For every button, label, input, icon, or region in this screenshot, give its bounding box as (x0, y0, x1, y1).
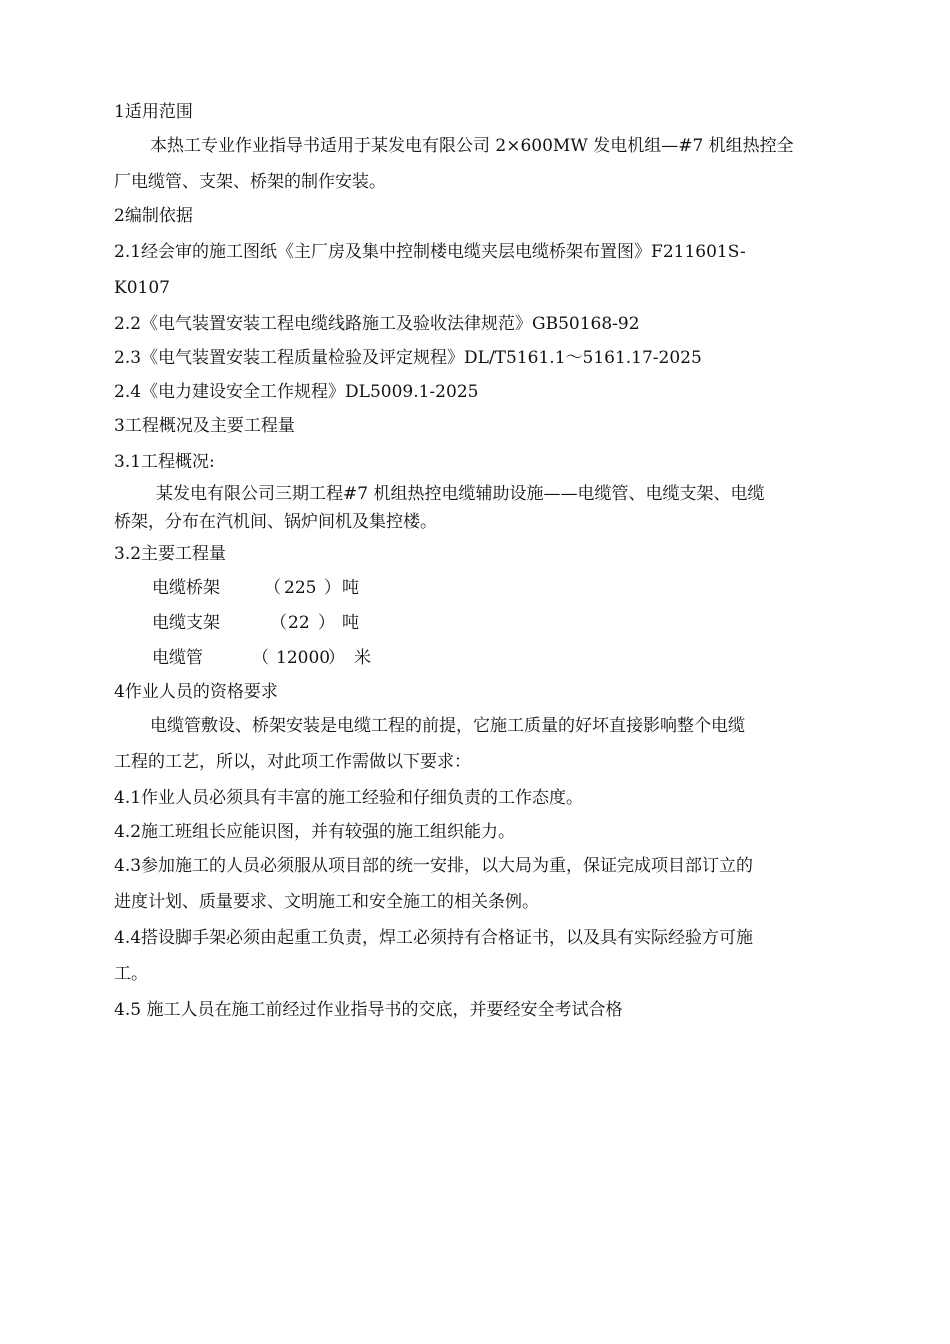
quantity-open-paren: （ (264, 578, 281, 598)
section-1-paragraph-line-2: 厂电缆管、支架、桥架的制作安装。 (114, 172, 386, 192)
quantity-open-paren: （ (252, 648, 269, 668)
quantity-close-paren: ） (318, 613, 335, 633)
item-2-4: 2.4《电力建设安全工作规程》DL5009.1-2025 (114, 382, 479, 402)
item-2-2: 2.2《电气装置安装工程电缆线路施工及验收法律规范》GB50168-92 (114, 314, 640, 334)
quantity-unit: 米 (354, 648, 371, 668)
quantity-name: 电缆桥架 (152, 578, 220, 598)
quantity-name: 电缆管 (152, 648, 203, 668)
item-2-1-line-1: 2.1经会审的施工图纸《主厂房及集中控制楼电缆夹层电缆桥架布置图》F211601S- (114, 242, 746, 262)
item-3-1-title: 3.1工程概况: (114, 452, 215, 472)
item-2-1-line-2: K0107 (114, 278, 170, 298)
quantity-unit: 吨 (342, 613, 359, 633)
item-3-1-paragraph-line-1: 某发电有限公司三期工程#7 机组热控电缆辅助设施——电缆管、电缆支架、电缆 (156, 484, 765, 504)
section-2-title: 2编制依据 (114, 206, 193, 226)
item-4-1: 4.1作业人员必须具有丰富的施工经验和仔细负责的工作态度。 (114, 788, 584, 808)
quantity-close-paren: ） (328, 648, 345, 668)
item-2-3: 2.3《电气装置安装工程质量检验及评定规程》DL/T5161.1～5161.17-2025 (114, 348, 702, 368)
item-4-3-line-2: 进度计划、质量要求、文明施工和安全施工的相关条例。 (114, 892, 539, 912)
item-4-5: 4.5 施工人员在施工前经过作业指导书的交底，并要经安全考试合格 (114, 1000, 623, 1020)
quantity-value: 12000 (276, 648, 331, 668)
item-3-2-title: 3.2主要工程量 (114, 544, 227, 564)
quantity-open-paren: （ (270, 613, 287, 633)
quantity-unit: 吨 (342, 578, 359, 598)
item-4-4-line-1: 4.4搭设脚手架必须由起重工负责，焊工必须持有合格证书，以及具有实际经验方可施 (114, 928, 754, 948)
item-4-2: 4.2施工班组长应能识图，并有较强的施工组织能力。 (114, 822, 516, 842)
section-4-title: 4作业人员的资格要求 (114, 682, 278, 702)
quantity-value: 225 (284, 578, 317, 598)
quantity-close-paren: ） (324, 578, 341, 598)
item-4-4-line-2: 工。 (114, 964, 148, 984)
item-4-3-line-1: 4.3参加施工的人员必须服从项目部的统一安排，以大局为重，保证完成项目部订立的 (114, 856, 754, 876)
quantity-name: 电缆支架 (152, 613, 220, 633)
quantity-value: 22 (288, 613, 310, 633)
item-3-1-paragraph-line-2: 桥架，分布在汽机间、锅炉间机及集控楼。 (114, 512, 437, 532)
section-1-paragraph-line-1: 本热工专业作业指导书适用于某发电有限公司 2×600MW 发电机组—#7 机组热控全 (150, 136, 794, 156)
section-4-paragraph-line-1: 电缆管敷设、桥架安装是电缆工程的前提，它施工质量的好坏直接影响整个电缆 (150, 716, 745, 736)
section-3-title: 3工程概况及主要工程量 (114, 416, 295, 436)
section-4-paragraph-line-2: 工程的工艺，所以，对此项工作需做以下要求： (114, 752, 471, 772)
section-1-title: 1适用范围 (114, 102, 193, 122)
